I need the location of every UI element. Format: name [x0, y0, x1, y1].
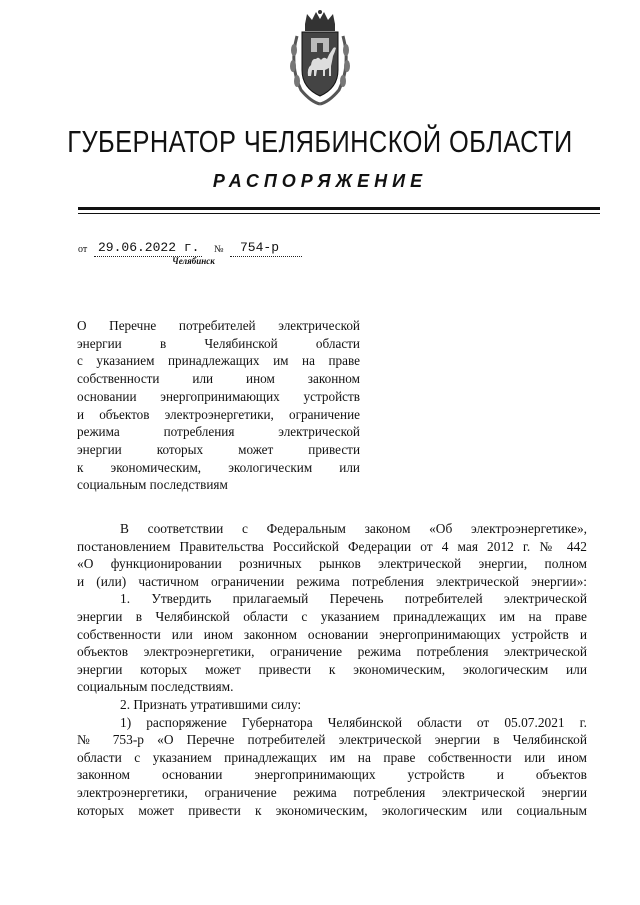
- body-line: энергии которых может привести к экономическим, экологическим или: [77, 661, 587, 677]
- body-line: объектов электроэнергетики, ограничение режима потребления электрической: [77, 644, 587, 660]
- body-line: 1. Утвердить прилагаемый Перечень потребителей электрической: [120, 591, 587, 607]
- issuer-title: ГУБЕРНАТОР ЧЕЛЯБИНСКОЙ ОБЛАСТИ: [67, 124, 573, 159]
- body-line: В соответствии с Федеральным законом «Об электроэнергетике»,: [120, 521, 587, 536]
- body-line: собственности или ином законном основании энергопринимающих устройств и: [77, 626, 587, 642]
- body-line: энергии в Челябинской области с указанием принадлежащих им на праве: [77, 608, 587, 624]
- body-line: области с указанием принадлежащих им на праве собственности или ином: [77, 749, 587, 765]
- body-line: и (или) частичном ограничении режима потребления электрической энергии»:: [77, 573, 587, 589]
- body-line: 1) распоряжение Губернатора Челябинской области от 05.07.2021 г.: [120, 714, 587, 730]
- header-rule-thick: [78, 207, 600, 210]
- document-body: [77, 520, 587, 819]
- subject-line: О Перечне потребителей электрической: [77, 318, 360, 333]
- body-line: «О функционировании розничных рынков электрической энергии, полном: [77, 556, 587, 572]
- city-label: Челябинск: [172, 256, 215, 266]
- number-underline: [230, 256, 302, 257]
- document-type: РАСПОРЯЖЕНИЕ: [212, 171, 428, 191]
- body-line: 2. Признать утратившими силу:: [120, 696, 302, 712]
- subject-line: с указанием принадлежащих им на праве: [77, 353, 360, 369]
- body-line: постановлением Правительства Российской Федерации от 4 мая 2012 г. № 442: [77, 538, 587, 554]
- subject-line: энергии в Челябинской области: [77, 335, 360, 351]
- subject-line: социальным последствиям: [77, 477, 228, 493]
- body-line: электроэнергетики, ограничение режима потребления электрической энергии: [77, 784, 587, 800]
- subject-line: и объектов электроэнергетики, ограничение: [77, 406, 360, 422]
- body-line: законном основании энергопринимающих устройств и объектов: [77, 767, 587, 783]
- body-line: которых может привести к экономическим, экологическим или социальным: [77, 802, 587, 818]
- subject-line: к экономическим, экологическим или: [77, 459, 360, 475]
- subject-line: энергии которых может привести: [77, 441, 360, 457]
- subject-line: собственности или ином законном: [77, 371, 360, 387]
- date-prefix-label: от: [78, 244, 88, 255]
- subject-line: режима потребления электрической: [77, 424, 360, 440]
- document-date: 29.06.2022 г.: [98, 240, 200, 255]
- number-label: №: [214, 244, 224, 255]
- coat-of-arms-emblem: [287, 10, 353, 106]
- subject-line: основании энергопринимающих устройств: [77, 388, 360, 404]
- header-rule-thin: [78, 213, 600, 214]
- body-line: социальным последствиям.: [77, 679, 234, 695]
- document-subject: [77, 317, 360, 494]
- body-line: № 753-р «О Перечне потребителей электрической энергии в Челябинской: [77, 732, 587, 748]
- document-number: 754-р: [240, 240, 280, 255]
